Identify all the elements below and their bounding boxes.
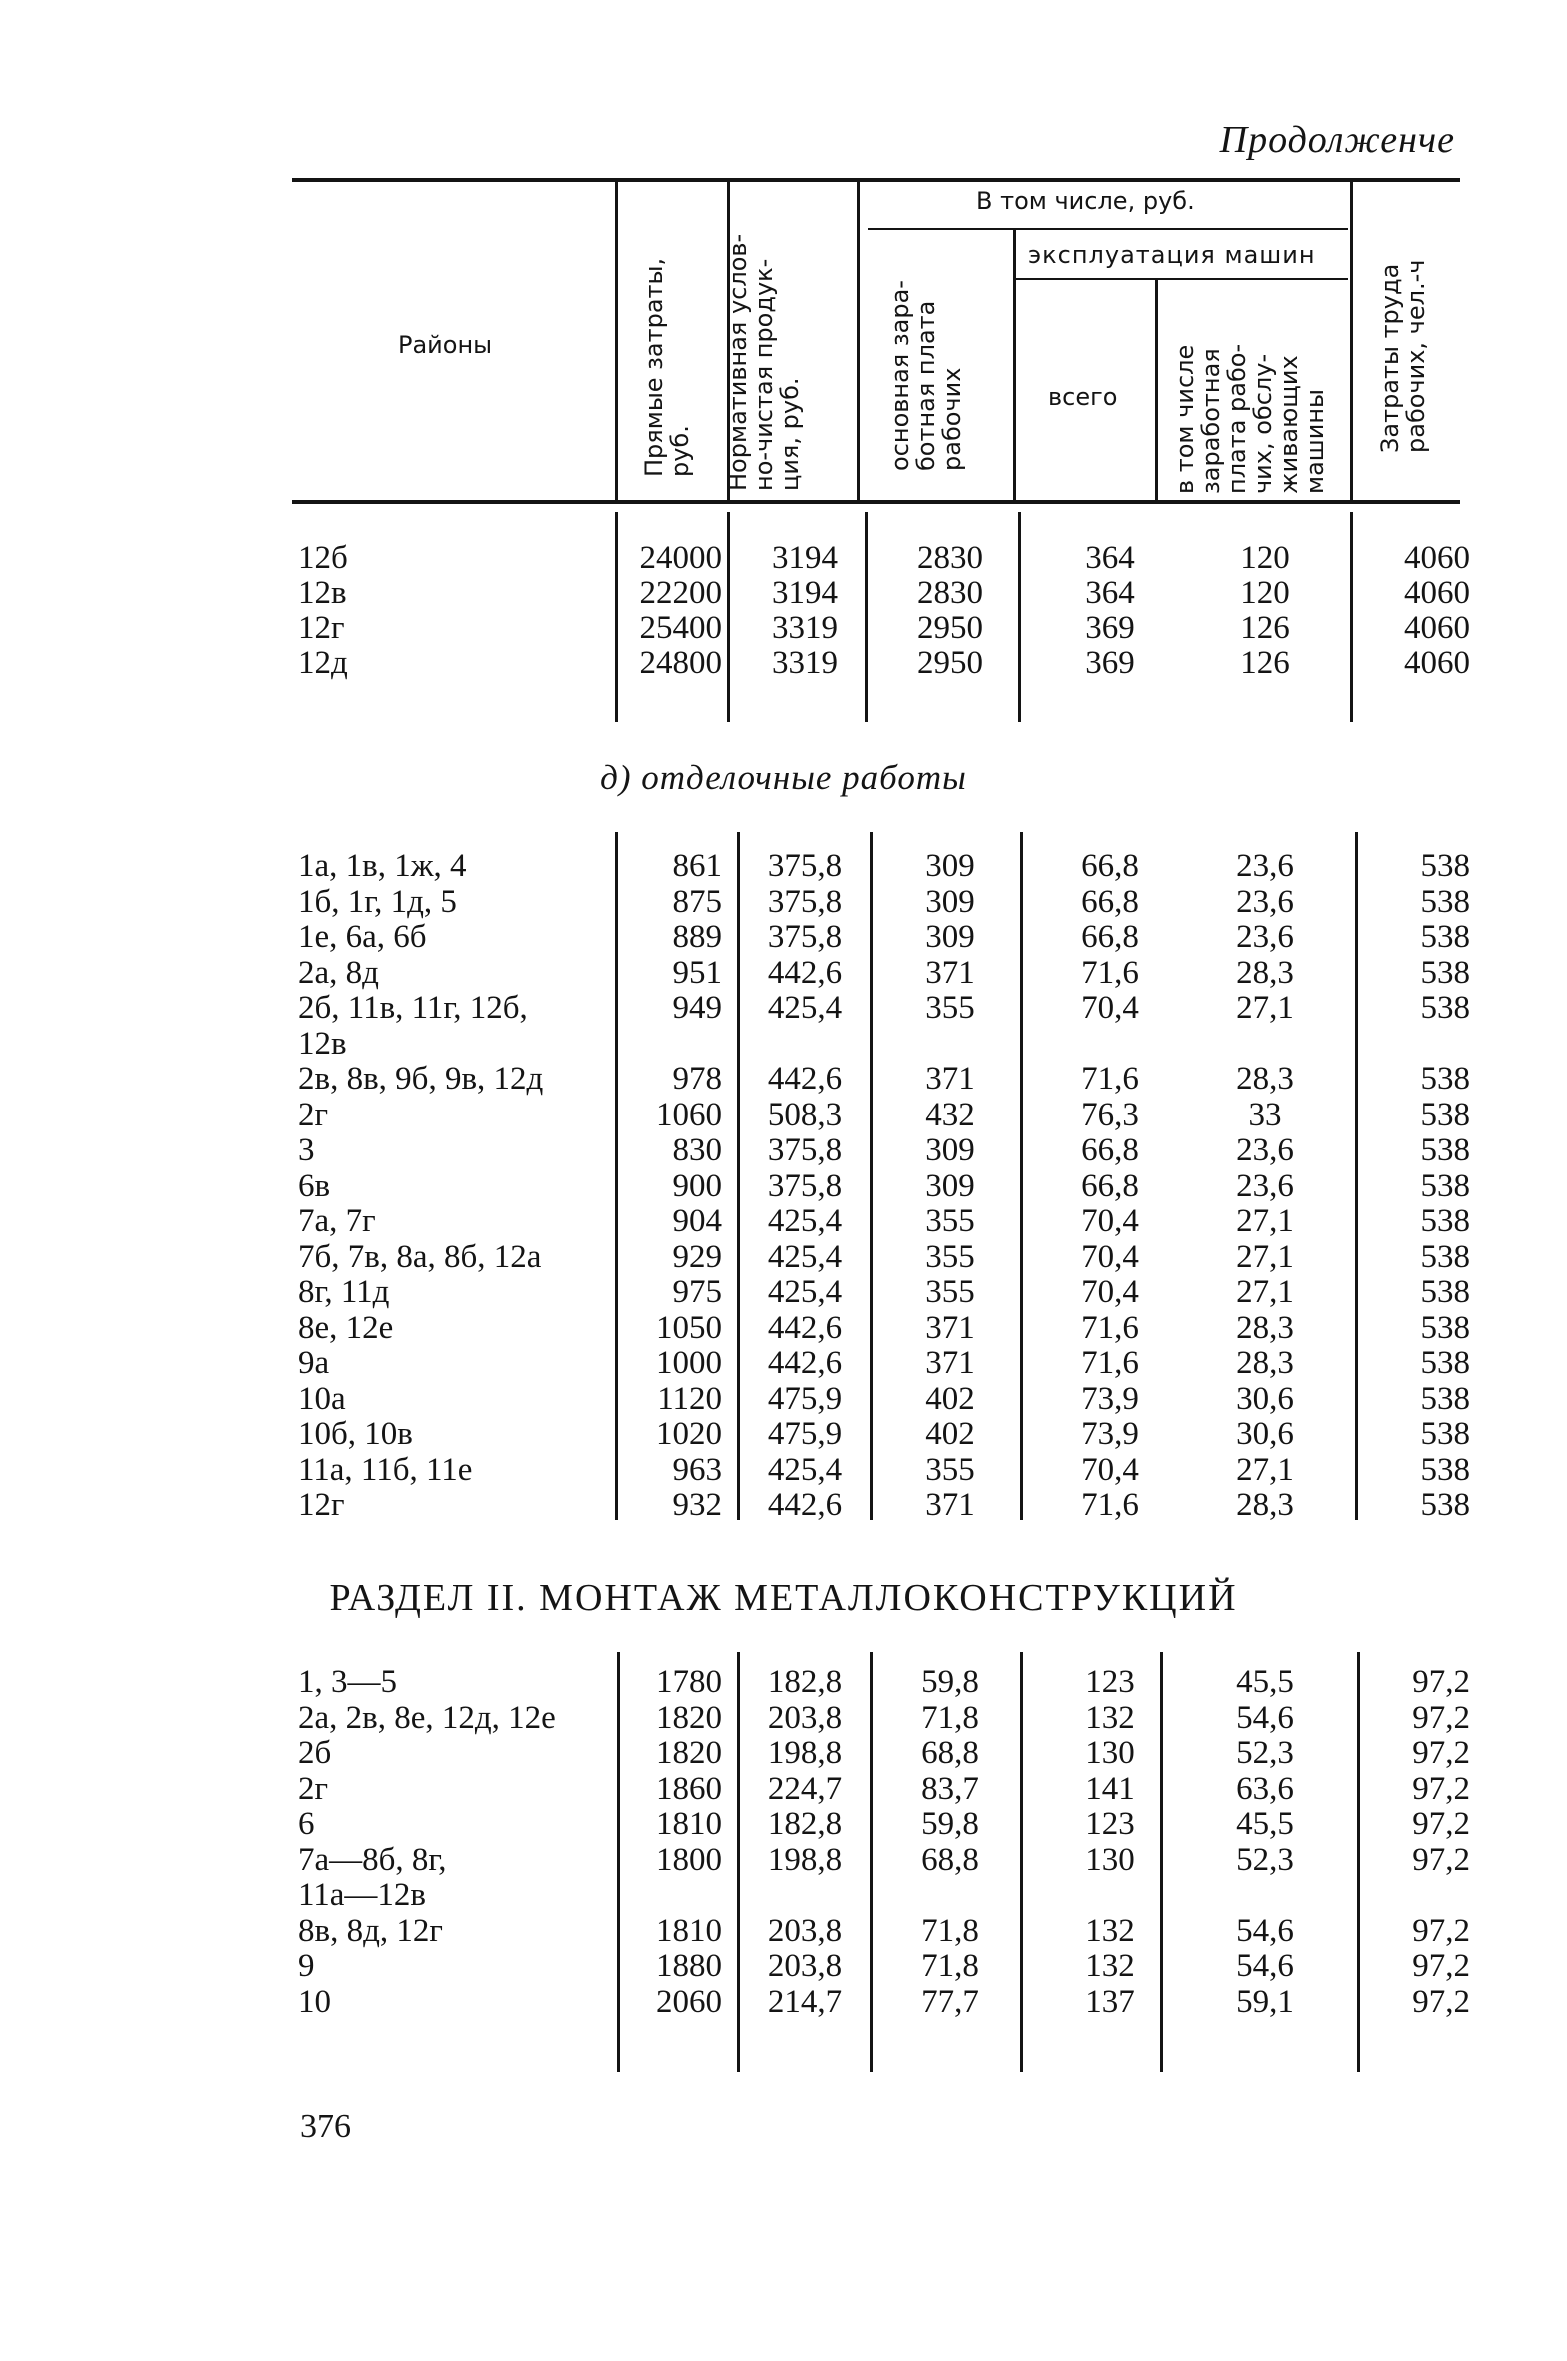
- value-cell: 66,8: [1081, 1167, 1139, 1204]
- value-cell: 355: [925, 1274, 975, 1310]
- value-cell: 375,8: [767, 848, 843, 884]
- value-cell: 2830: [917, 540, 983, 576]
- region-cell: 10а: [298, 1380, 346, 1417]
- region-cell: 2в, 8в, 9б, 9в, 12д: [298, 1061, 544, 1097]
- table-row: [0, 1416, 1567, 1452]
- header-labor: Затраты труда рабочих, чел.-ч: [1376, 259, 1430, 453]
- value-cell: 861: [672, 848, 722, 884]
- value-cell: 132: [1085, 1948, 1135, 1984]
- value-cell: 1020: [656, 1416, 722, 1452]
- value-cell: 2950: [917, 610, 983, 646]
- value-cell: 126: [1240, 645, 1290, 681]
- value-cell: 97,2: [1412, 1983, 1470, 2020]
- header-normative: Нормативная услов- но-чистая продук- ция, руб.: [724, 233, 804, 491]
- value-cell: 425,4: [767, 1203, 843, 1239]
- value-cell: 3319: [772, 645, 838, 681]
- region-cell: 8е, 12е: [298, 1309, 394, 1346]
- value-cell: 45,5: [1236, 1664, 1294, 1700]
- value-cell: 28,3: [1236, 1061, 1294, 1097]
- value-cell: 30,6: [1236, 1416, 1294, 1452]
- value-cell: 371: [925, 954, 975, 991]
- table-row: [0, 1735, 1567, 1771]
- value-cell: 23,6: [1236, 1167, 1294, 1204]
- value-cell: 1120: [657, 1380, 722, 1417]
- table-row: [0, 1948, 1567, 1984]
- value-cell: 63,6: [1236, 1770, 1294, 1807]
- value-cell: 77,7: [921, 1983, 979, 2020]
- value-cell: 70,4: [1081, 1238, 1139, 1275]
- value-cell: 71,8: [921, 1912, 979, 1949]
- value-cell: 23,6: [1236, 848, 1294, 884]
- value-cell: 68,8: [921, 1841, 979, 1878]
- table-row: [0, 645, 1567, 681]
- header-direct-costs: Прямые затраты, руб.: [640, 257, 694, 477]
- table-row: [0, 1452, 1567, 1488]
- header-regions: Районы: [398, 331, 493, 359]
- header-basic-wage: основная зара- ботная плата рабочих: [886, 280, 966, 471]
- header-vline: [1013, 228, 1016, 502]
- value-cell: 538: [1420, 1132, 1470, 1168]
- value-cell: 355: [925, 1238, 975, 1275]
- value-cell: 4060: [1404, 575, 1470, 611]
- value-cell: 442,6: [767, 954, 843, 991]
- value-cell: 371: [925, 1345, 975, 1381]
- value-cell: 309: [925, 1132, 975, 1168]
- value-cell: 309: [925, 919, 975, 955]
- value-cell: 538: [1420, 1416, 1470, 1452]
- value-cell: 875: [672, 883, 722, 920]
- value-cell: 309: [925, 883, 975, 920]
- value-cell: 425,4: [767, 1238, 843, 1275]
- value-cell: 355: [925, 990, 975, 1026]
- value-cell: 24000: [639, 540, 722, 576]
- value-cell: 1810: [656, 1806, 722, 1842]
- value-cell: 1820: [656, 1699, 722, 1736]
- value-cell: 3319: [772, 610, 838, 646]
- value-cell: 1060: [656, 1096, 722, 1133]
- value-cell: 402: [925, 1416, 975, 1452]
- value-cell: 442,6: [767, 1487, 843, 1523]
- value-cell: 123: [1085, 1806, 1135, 1842]
- value-cell: 442,6: [767, 1309, 843, 1346]
- value-cell: 27,1: [1236, 1451, 1294, 1488]
- value-cell: 97,2: [1412, 1735, 1470, 1771]
- header-in-total: В том числе, руб.: [976, 187, 1195, 215]
- value-cell: 2830: [917, 575, 983, 611]
- value-cell: 538: [1420, 848, 1470, 884]
- value-cell: 904: [672, 1203, 722, 1239]
- value-cell: 45,5: [1236, 1806, 1294, 1842]
- value-cell: 224,7: [767, 1770, 843, 1807]
- value-cell: 371: [925, 1487, 975, 1523]
- value-cell: 364: [1085, 575, 1135, 611]
- value-cell: 27,1: [1236, 1238, 1294, 1275]
- table-row: [0, 1132, 1567, 1168]
- value-cell: 71,6: [1081, 1345, 1139, 1381]
- value-cell: 442,6: [767, 1061, 843, 1097]
- value-cell: 97,2: [1412, 1770, 1470, 1807]
- value-cell: 66,8: [1081, 919, 1139, 955]
- region-cell: 2г: [298, 1770, 329, 1807]
- value-cell: 24800: [639, 645, 722, 681]
- value-cell: 963: [672, 1451, 722, 1488]
- value-cell: 475,9: [767, 1416, 843, 1452]
- value-cell: 951: [672, 954, 722, 991]
- value-cell: 364: [1085, 540, 1135, 576]
- header-total: всего: [1048, 383, 1118, 411]
- header-operation: эксплуатация машин: [1028, 241, 1316, 269]
- region-cell: 10б, 10в: [298, 1416, 413, 1452]
- value-cell: 203,8: [767, 1948, 843, 1984]
- table-row: [0, 1664, 1567, 1700]
- region-cell: 1, 3—5: [298, 1664, 397, 1700]
- value-cell: 83,7: [921, 1770, 979, 1807]
- value-cell: 975: [672, 1274, 722, 1310]
- region-cell: 11а—12в: [298, 1877, 427, 1913]
- value-cell: 71,8: [921, 1699, 979, 1736]
- table-row: [0, 1203, 1567, 1239]
- value-cell: 929: [672, 1238, 722, 1275]
- value-cell: 28,3: [1236, 1309, 1294, 1346]
- value-cell: 126: [1240, 610, 1290, 646]
- region-cell: 9а: [298, 1345, 330, 1381]
- value-cell: 538: [1420, 1309, 1470, 1346]
- value-cell: 371: [925, 1061, 975, 1097]
- value-cell: 52,3: [1236, 1735, 1294, 1771]
- value-cell: 59,8: [921, 1664, 979, 1700]
- value-cell: 425,4: [767, 990, 843, 1026]
- region-cell: 7б, 7в, 8а, 8б, 12а: [298, 1238, 542, 1275]
- value-cell: 70,4: [1081, 1203, 1139, 1239]
- header-incl-wage: в том числе заработная плата рабо- чих, обслу- живающих машины: [1171, 343, 1329, 494]
- value-cell: 97,2: [1412, 1912, 1470, 1949]
- value-cell: 538: [1420, 954, 1470, 991]
- value-cell: 442,6: [767, 1345, 843, 1381]
- value-cell: 59,8: [921, 1806, 979, 1842]
- table-row: [0, 1806, 1567, 1842]
- table-row: [0, 884, 1567, 920]
- value-cell: 4060: [1404, 610, 1470, 646]
- region-cell: 8в, 8д, 12г: [298, 1912, 443, 1949]
- value-cell: 830: [672, 1132, 722, 1168]
- value-cell: 97,2: [1412, 1841, 1470, 1878]
- value-cell: 132: [1085, 1912, 1135, 1949]
- value-cell: 1860: [656, 1770, 722, 1807]
- region-cell: 12г: [298, 610, 345, 646]
- table-row: [0, 1310, 1567, 1346]
- value-cell: 475,9: [767, 1380, 843, 1417]
- value-cell: 28,3: [1236, 1487, 1294, 1523]
- region-cell: 2б: [298, 1735, 332, 1771]
- value-cell: 73,9: [1081, 1416, 1139, 1452]
- table-row: [0, 1700, 1567, 1736]
- value-cell: 369: [1085, 645, 1135, 681]
- value-cell: 375,8: [767, 1132, 843, 1168]
- region-cell: 2г: [298, 1096, 329, 1133]
- value-cell: 402: [925, 1380, 975, 1417]
- header-vline: [1155, 280, 1158, 502]
- value-cell: 538: [1420, 1167, 1470, 1204]
- header-vline: [615, 180, 618, 502]
- value-cell: 538: [1420, 883, 1470, 920]
- value-cell: 68,8: [921, 1735, 979, 1771]
- region-cell: 2б, 11в, 11г, 12б,: [298, 990, 528, 1026]
- value-cell: 375,8: [767, 1167, 843, 1204]
- value-cell: 33: [1248, 1096, 1282, 1133]
- value-cell: 28,3: [1236, 1345, 1294, 1381]
- value-cell: 71,6: [1081, 1061, 1139, 1097]
- value-cell: 978: [672, 1061, 722, 1097]
- value-cell: 2060: [656, 1983, 722, 2020]
- value-cell: 54,6: [1236, 1912, 1294, 1949]
- table-row: [0, 919, 1567, 955]
- value-cell: 4060: [1404, 540, 1470, 576]
- table-row: [0, 1061, 1567, 1097]
- value-cell: 30,6: [1236, 1380, 1294, 1417]
- value-cell: 425,4: [767, 1451, 843, 1488]
- value-cell: 508,3: [767, 1096, 843, 1133]
- value-cell: 97,2: [1412, 1948, 1470, 1984]
- value-cell: 203,8: [767, 1912, 843, 1949]
- region-cell: 12в: [298, 1025, 347, 1062]
- region-cell: 1б, 1г, 1д, 5: [298, 883, 457, 920]
- value-cell: 355: [925, 1451, 975, 1488]
- value-cell: 1800: [656, 1841, 722, 1878]
- value-cell: 538: [1420, 1380, 1470, 1417]
- value-cell: 538: [1420, 1451, 1470, 1488]
- region-cell: 12г: [298, 1487, 345, 1523]
- value-cell: 70,4: [1081, 1451, 1139, 1488]
- value-cell: 27,1: [1236, 1203, 1294, 1239]
- region-cell: 3: [298, 1132, 315, 1168]
- region-cell: 6в: [298, 1167, 331, 1204]
- table-row: [0, 1877, 1567, 1913]
- value-cell: 27,1: [1236, 990, 1294, 1026]
- value-cell: 2950: [917, 645, 983, 681]
- value-cell: 538: [1420, 990, 1470, 1026]
- table-row: [0, 1097, 1567, 1133]
- region-cell: 2а, 8д: [298, 954, 379, 991]
- table-row: [0, 1345, 1567, 1381]
- value-cell: 371: [925, 1309, 975, 1346]
- region-cell: 1е, 6а, 6б: [298, 919, 427, 955]
- value-cell: 141: [1085, 1770, 1135, 1807]
- value-cell: 1050: [656, 1309, 722, 1346]
- table-row: [0, 955, 1567, 991]
- table-row: [0, 1771, 1567, 1807]
- value-cell: 182,8: [767, 1664, 843, 1700]
- value-cell: 130: [1085, 1841, 1135, 1878]
- table-row: [0, 1913, 1567, 1949]
- value-cell: 28,3: [1236, 954, 1294, 991]
- value-cell: 25400: [639, 610, 722, 646]
- value-cell: 66,8: [1081, 1132, 1139, 1168]
- table-row: [0, 990, 1567, 1026]
- region-cell: 7а—8б, 8г,: [298, 1841, 447, 1878]
- value-cell: 97,2: [1412, 1806, 1470, 1842]
- region-cell: 12д: [298, 645, 348, 681]
- value-cell: 54,6: [1236, 1699, 1294, 1736]
- table-row: [0, 848, 1567, 884]
- value-cell: 132: [1085, 1699, 1135, 1736]
- value-cell: 538: [1420, 1345, 1470, 1381]
- value-cell: 355: [925, 1203, 975, 1239]
- value-cell: 71,6: [1081, 1309, 1139, 1346]
- value-cell: 214,7: [767, 1983, 843, 2020]
- header-sub-rule: [868, 228, 1348, 230]
- value-cell: 375,8: [767, 883, 843, 920]
- header-vline: [1350, 180, 1353, 502]
- value-cell: 137: [1085, 1983, 1135, 2020]
- value-cell: 932: [672, 1487, 722, 1523]
- region-cell: 11а, 11б, 11е: [298, 1451, 473, 1488]
- header-bottom-rule: [292, 500, 1460, 504]
- value-cell: 538: [1420, 1487, 1470, 1523]
- value-cell: 198,8: [767, 1841, 843, 1878]
- value-cell: 71,6: [1081, 1487, 1139, 1523]
- region-cell: 12в: [298, 575, 347, 611]
- value-cell: 70,4: [1081, 1274, 1139, 1310]
- region-cell: 8г, 11д: [298, 1274, 390, 1310]
- value-cell: 71,6: [1081, 954, 1139, 991]
- value-cell: 1780: [656, 1664, 722, 1700]
- value-cell: 123: [1085, 1664, 1135, 1700]
- value-cell: 309: [925, 848, 975, 884]
- value-cell: 538: [1420, 1274, 1470, 1310]
- value-cell: 97,2: [1412, 1664, 1470, 1700]
- table-row: [0, 1168, 1567, 1204]
- table-row: [0, 540, 1567, 576]
- value-cell: 538: [1420, 1096, 1470, 1133]
- header-sub-rule: [1013, 278, 1348, 280]
- page-number: 376: [300, 2108, 351, 2145]
- value-cell: 432: [925, 1096, 975, 1133]
- table-row: [0, 1239, 1567, 1275]
- table-row: [0, 1487, 1567, 1523]
- value-cell: 900: [672, 1167, 722, 1204]
- value-cell: 369: [1085, 610, 1135, 646]
- value-cell: 425,4: [767, 1274, 843, 1310]
- value-cell: 182,8: [767, 1806, 843, 1842]
- table-row: [0, 575, 1567, 611]
- value-cell: 23,6: [1236, 883, 1294, 920]
- value-cell: 73,9: [1081, 1380, 1139, 1417]
- region-cell: 9: [298, 1948, 315, 1984]
- value-cell: 22200: [639, 575, 722, 611]
- value-cell: 23,6: [1236, 1132, 1294, 1168]
- value-cell: 27,1: [1236, 1274, 1294, 1310]
- table-row: [0, 1026, 1567, 1062]
- value-cell: 54,6: [1236, 1948, 1294, 1984]
- table-row: [0, 1274, 1567, 1310]
- region-cell: 6: [298, 1806, 315, 1842]
- value-cell: 71,8: [921, 1948, 979, 1984]
- value-cell: 120: [1240, 540, 1290, 576]
- value-cell: 130: [1085, 1735, 1135, 1771]
- header-vline: [857, 180, 860, 502]
- section-title-finishing: д) отделочные работы: [600, 758, 967, 797]
- value-cell: 4060: [1404, 645, 1470, 681]
- value-cell: 3194: [772, 575, 838, 611]
- region-cell: 1а, 1в, 1ж, 4: [298, 848, 467, 884]
- value-cell: 375,8: [767, 919, 843, 955]
- value-cell: 198,8: [767, 1735, 843, 1771]
- region-cell: 2а, 2в, 8е, 12д, 12е: [298, 1699, 556, 1736]
- value-cell: 97,2: [1412, 1699, 1470, 1736]
- value-cell: 203,8: [767, 1699, 843, 1736]
- continued-label: Продолженче: [1219, 119, 1455, 161]
- value-cell: 538: [1420, 1203, 1470, 1239]
- table-row: [0, 1842, 1567, 1878]
- value-cell: 1000: [656, 1345, 722, 1381]
- region-cell: 12б: [298, 540, 348, 576]
- table-row: [0, 610, 1567, 646]
- table-top-rule: [292, 178, 1460, 182]
- value-cell: 538: [1420, 1061, 1470, 1097]
- table-row: [0, 1984, 1567, 2020]
- section-heading-metal: РАЗДЕЛ II. МОНТАЖ МЕТАЛЛОКОНСТРУКЦИЙ: [329, 1577, 1238, 1619]
- value-cell: 1810: [656, 1912, 722, 1949]
- value-cell: 66,8: [1081, 883, 1139, 920]
- region-cell: 7а, 7г: [298, 1203, 376, 1239]
- value-cell: 59,1: [1236, 1983, 1294, 2020]
- value-cell: 76,3: [1081, 1096, 1139, 1133]
- value-cell: 120: [1240, 575, 1290, 611]
- value-cell: 538: [1420, 919, 1470, 955]
- value-cell: 1820: [656, 1735, 722, 1771]
- value-cell: 889: [672, 919, 722, 955]
- value-cell: 309: [925, 1167, 975, 1204]
- table-row: [0, 1381, 1567, 1417]
- value-cell: 949: [672, 990, 722, 1026]
- value-cell: 66,8: [1081, 848, 1139, 884]
- value-cell: 1880: [656, 1948, 722, 1984]
- value-cell: 538: [1420, 1238, 1470, 1275]
- value-cell: 52,3: [1236, 1841, 1294, 1878]
- value-cell: 70,4: [1081, 990, 1139, 1026]
- region-cell: 10: [298, 1983, 331, 2020]
- value-cell: 23,6: [1236, 919, 1294, 955]
- value-cell: 3194: [772, 540, 838, 576]
